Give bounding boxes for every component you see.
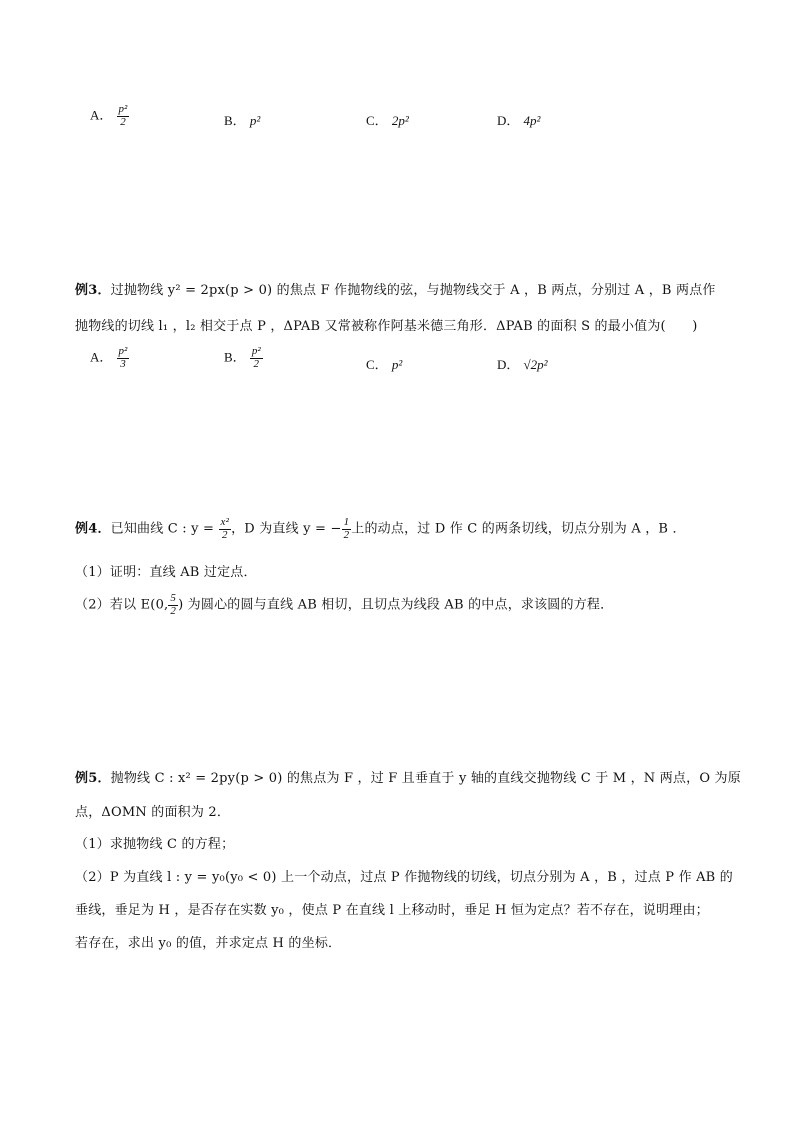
ex3-text-line1: 过抛物线 y² = 2px(p > 0) 的焦点 F 作抛物线的弦，与抛物线交于 A ，B 两点，分别过 A ，B 两点作 [110,283,716,298]
option-label: A． [90,107,113,123]
ex5-part2-line2 [75,899,709,918]
fraction [342,517,352,541]
ex4-part1-text: （1）证明：直线 AB 过定点． [75,565,257,580]
fraction-numerator: p² [118,103,128,115]
q2-option-d [497,110,540,129]
ex5-part1-text: （1）求抛物线 C 的方程； [75,837,235,852]
ex3-line1 [75,279,716,298]
ex5-part2-text3: 若存在，求出 y₀ 的值，并求定点 H 的坐标． [75,936,342,951]
fraction [117,104,130,128]
option-expr: 4p² [523,113,541,128]
example-tag: 例3． [75,283,111,298]
fraction-denominator: 2 [120,115,126,128]
option-label: A． [90,349,113,365]
ex4-part2-pre: （2）若以 E(0, [75,597,169,613]
fraction-denominator: 2 [170,604,177,617]
option-label: B． [224,349,246,365]
fraction-denominator: 2 [221,528,228,541]
fraction-denominator: 2 [343,528,350,541]
ex4-part1 [75,561,257,580]
fraction-denominator: 2 [253,357,259,370]
ex5-part2-text1: （2）P 为直线 l : y = y₀(y₀ < 0) 上一个动点，过点 P 作抛物线的切线，切点分别为 A ，B ，过点 P 作 AB 的 [75,870,733,885]
fraction [219,517,232,541]
option-expr: 2p² [391,113,409,128]
ex5-line2 [75,801,230,820]
fraction-numerator: x² [220,516,230,528]
option-label: C． [366,113,388,128]
fraction-numerator: 5 [170,592,177,604]
q2-option-c [366,110,409,129]
option-expr: p² [249,113,261,128]
ex3-option-b [224,346,263,370]
fraction [168,593,178,617]
ex4-line1 [75,517,686,541]
ex5-text-line2: 点，ΔOMN 的面积为 2． [75,805,231,820]
ex3-text-line2: 抛物线的切线 l₁ ，l₂ 相交于点 P ，ΔPAB 又常被称作阿基米德三角形．ΔPAB 的面积 S 的最小值为( ) [75,319,698,334]
ex4-text-pre: 已知曲线 C : y = [110,521,215,537]
example-tag: 例5． [75,771,111,786]
ex5-part1 [75,833,234,852]
fraction [250,346,263,370]
fraction [117,346,130,370]
option-label: C． [366,357,388,372]
option-expr: p² [391,357,403,372]
ex4-text-mid: ，D 为直线 y = − [231,521,342,537]
fraction-numerator: 1 [343,516,350,528]
ex5-part2-line3 [75,932,341,951]
ex5-part2-text2: 垂线，垂足为 H ，是否存在实数 y₀ ，使点 P 在直线 l 上移动时，垂足 H 恒为定点？若不存在，说明理由； [75,903,709,918]
option-label: D． [497,357,520,372]
ex4-part2 [75,593,613,617]
ex4-text-post: 上的动点，过 D 作 C 的两条切线，切点分别为 A ，B ． [351,521,686,537]
option-expr: √2p² [523,357,548,372]
ex4-part2-post: ) 为圆心的圆与直线 AB 相切，且切点为线段 AB 的中点，求该圆的方程． [178,597,614,613]
ex3-line2 [75,315,698,334]
q2-option-b [224,110,260,129]
fraction-denominator: 3 [120,357,126,370]
ex5-part2-line1 [75,866,733,885]
fraction-numerator: p² [251,345,261,357]
example-tag: 例4． [75,521,111,537]
ex3-option-c [366,354,402,373]
option-label: D． [497,113,520,128]
fraction-numerator: p² [118,345,128,357]
ex5-text-line1: 抛物线 C : x² = 2py(p > 0) 的焦点为 F ，过 F 且垂直于 y 轴的直线交抛物线 C 于 M ，N 两点，O 为原 [110,771,741,786]
ex5-line1 [75,767,741,786]
q2-option-a [90,104,129,128]
ex3-option-d [497,354,548,373]
ex3-option-a [90,346,129,370]
option-label: B． [224,113,246,128]
